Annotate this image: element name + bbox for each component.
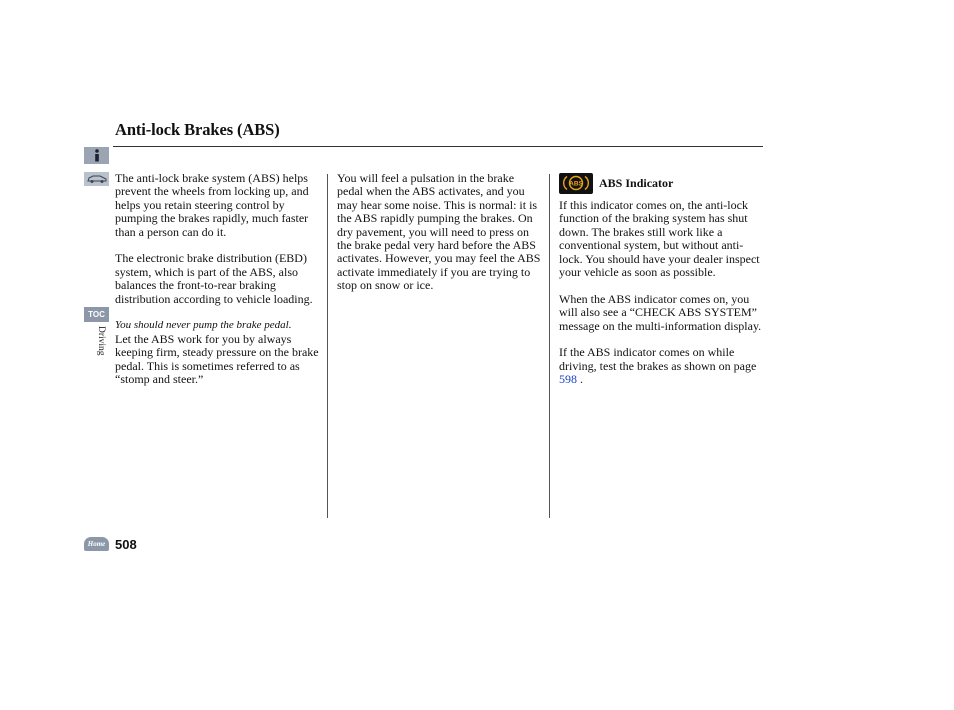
- test-brakes-text: If the ABS indicator comes on while driving, test the brakes as shown on page: [559, 345, 757, 373]
- section-tab-driving: Driving: [96, 326, 106, 356]
- column-3: [559, 199, 764, 400]
- page-link-598[interactable]: 598: [559, 372, 577, 387]
- abs-indicator-text: ABS: [569, 180, 583, 188]
- pulsation-paragraph: You will feel a pulsation in the brake pedal when the ABS activates, and you may hear some noise. This is normal: it is the ABS rapidly pumping the brakes. On dry pavement, you will need to press on the brake pedal very hard before the ABS activates. However, you may feel the ABS activate immediately if you are trying to stop on snow or ice.: [337, 171, 541, 293]
- home-button[interactable]: Home: [84, 537, 109, 551]
- ebd-paragraph: The electronic brake distribution (EBD) system, which is part of the ABS, also balances the front-to-rear braking distribution according to vehicle loading.: [115, 251, 313, 306]
- stomp-steer-paragraph: Let the ABS work for you by always keeping firm, steady pressure on the brake pedal. This is sometimes referred to as “stomp and steer.”: [115, 331, 319, 387]
- page-title: Anti-lock Brakes (ABS): [115, 120, 280, 139]
- pump-warning-note: You should never pump the brake pedal.: [115, 319, 292, 332]
- column-1: [115, 172, 320, 386]
- test-brakes-paragraph: [559, 346, 764, 386]
- abs-indicator-label: ABS Indicator: [599, 175, 674, 190]
- test-brakes-suffix: .: [577, 372, 583, 387]
- abs-intro-paragraph: The anti-lock brake system (ABS) helps prevent the wheels from locking up, and helps you retain steering control by pumping the brakes rapidly, much faster than a person can do it.: [115, 171, 309, 239]
- check-abs-message-paragraph: When the ABS indicator comes on, you will also see a “CHECK ABS SYSTEM” message on the multi-information display.: [559, 291, 762, 333]
- abs-indicator-heading: [559, 172, 673, 194]
- indicator-on-paragraph: If this indicator comes on, the anti-lock function of the braking system has shut down. The brakes still work like a conventional system, but without anti-lock. You should have your dealer inspect your vehicle as soon as possible.: [559, 198, 760, 280]
- title-rule: [113, 146, 763, 147]
- abs-indicator-glyph: [561, 174, 591, 192]
- car-icon[interactable]: [84, 172, 109, 186]
- info-icon[interactable]: [84, 147, 109, 164]
- toc-button[interactable]: TOC: [84, 307, 109, 322]
- car-glyph: [86, 174, 108, 184]
- page-number: 508: [115, 537, 137, 552]
- column-2: [337, 172, 542, 306]
- column-divider-2: [549, 174, 550, 518]
- abs-indicator-icon: [559, 173, 593, 194]
- column-divider-1: [327, 174, 328, 518]
- info-glyph: [93, 149, 101, 162]
